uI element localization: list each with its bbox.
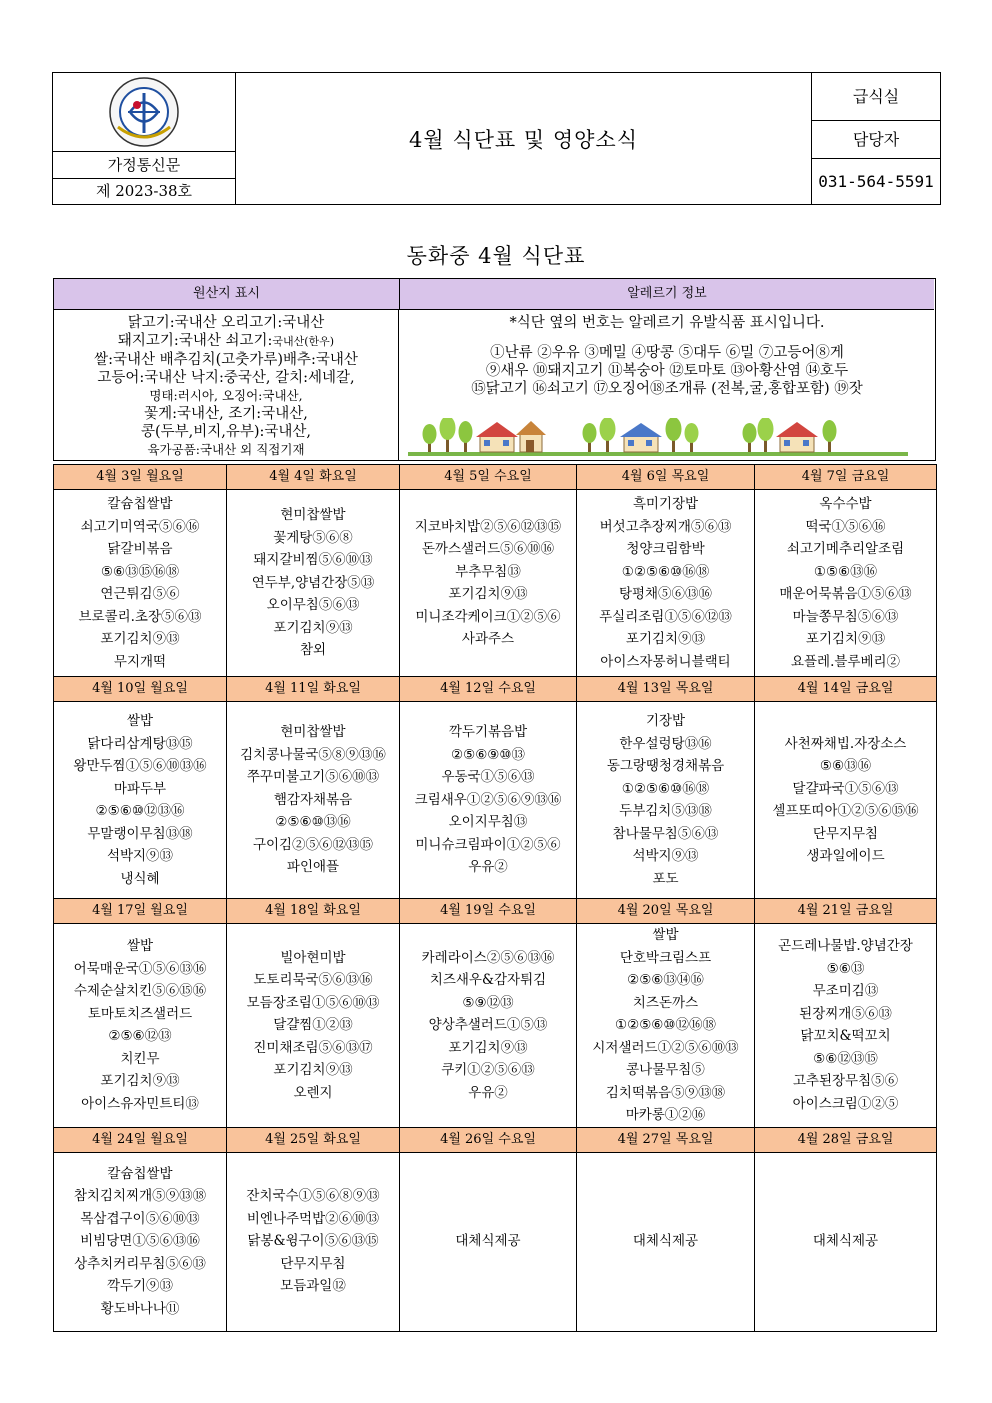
day-header: 4월 12일 수요일 bbox=[400, 677, 577, 702]
menu-item: 참외 bbox=[299, 642, 327, 659]
menu-item: 탕평채⑤⑥⑬⑯ bbox=[618, 586, 713, 602]
menu-cell bbox=[227, 924, 400, 1128]
menu-item: 미니조각케이크①②⑤⑥ bbox=[415, 608, 561, 625]
menu-item: 비빔당면①⑤⑥⑬⑯ bbox=[80, 1233, 200, 1250]
department: 급식실 bbox=[812, 73, 940, 121]
menu-item: 깍두기볶음밥 bbox=[448, 724, 528, 741]
school-logo-icon bbox=[104, 75, 184, 149]
menu-item: ⑤⑥⑬⑮⑯⑱ bbox=[100, 563, 180, 580]
menu-item: 현미찹쌀밥 bbox=[280, 507, 346, 524]
menu-item: 달걀파국①⑤⑥⑬ bbox=[792, 780, 899, 797]
origin-list bbox=[54, 310, 399, 460]
village-illustration bbox=[408, 418, 908, 458]
menu-item: ①②⑤⑥⑩⑫⑯⑱ bbox=[614, 1017, 716, 1033]
allergy-line: ⑨새우 ⑩돼지고기 ⑪복숭아 ⑫토마토 ⑬아황산염 ⑭호두 bbox=[485, 363, 849, 379]
menu-item: 청양크림함박 bbox=[626, 541, 705, 557]
menu-item: ②⑤⑥⑬⑭⑯ bbox=[627, 972, 704, 988]
menu-item: 닭꼬치&떡꼬치 bbox=[800, 1028, 891, 1045]
menu-item: 양상추샐러드①⑤⑬ bbox=[428, 1017, 548, 1033]
menu-item: 수제순살치킨⑤⑥⑮⑯ bbox=[73, 983, 207, 1000]
tree-icon bbox=[600, 418, 616, 452]
menu-cell bbox=[755, 702, 937, 899]
day-header: 4월 21일 금요일 bbox=[755, 899, 937, 924]
menu-item: ⑤⑥⑬ bbox=[826, 960, 865, 977]
menu-row bbox=[54, 924, 937, 1128]
info-block bbox=[53, 278, 936, 461]
menu-item: 빌아현미밥 bbox=[280, 949, 346, 966]
origin-line: 육가공품:국내산 외 직접기재 bbox=[147, 442, 305, 457]
allergy-note: *식단 옆의 번호는 알레르기 유발식품 표시입니다. bbox=[509, 315, 825, 331]
origin-line-text: 돼지고기:국내산 쇠고기: bbox=[117, 333, 273, 349]
origin-line: 쌀:국내산 배추김치(고춧가루)배추:국내산 bbox=[94, 352, 358, 368]
menu-item: 포기김치⑨⑬ bbox=[273, 1062, 353, 1078]
menu-item: 쇠고기메추리알조림 bbox=[786, 541, 905, 557]
menu-item: 쌀밥 bbox=[126, 713, 154, 729]
page-title: 4월 식단표 및 영양소식 bbox=[236, 73, 812, 204]
menu-item: 닭갈비볶음 bbox=[107, 541, 173, 557]
tree-icon bbox=[583, 423, 597, 452]
menu-item: ②⑤⑥⑫⑬ bbox=[108, 1028, 172, 1045]
menu-item: 참나물무침⑤⑥⑬ bbox=[612, 825, 719, 842]
menu-item: 흑미기장밥 bbox=[632, 496, 699, 512]
menu-item: 포기김치⑨⑬ bbox=[805, 631, 886, 647]
menu-item: ②⑤⑥⑨⑩⑬ bbox=[450, 746, 525, 763]
menu-item: 무지개떡 bbox=[113, 653, 167, 670]
menu-item: 브로콜리.초장⑤⑥⑬ bbox=[78, 608, 202, 625]
phone-number: 031-564-5591 bbox=[818, 172, 934, 191]
menu-item: 깍두기⑨⑬ bbox=[106, 1278, 174, 1295]
origin-line: 닭고기:국내산 오리고기:국내산 bbox=[127, 315, 325, 331]
menu-item: 대체식제공 bbox=[632, 1233, 699, 1250]
menu-item: 사천짜채빕.자장소스 bbox=[784, 735, 907, 752]
menu-item: 떡국①⑤⑥⑯ bbox=[805, 518, 886, 535]
menu-item: 오렌지 bbox=[293, 1084, 333, 1101]
menu-item: 포기김치⑨⑬ bbox=[100, 631, 180, 647]
menu-cell bbox=[227, 702, 400, 899]
day-header: 4월 5일 수요일 bbox=[400, 465, 577, 490]
menu-item: 토마토치즈샐러드 bbox=[87, 1005, 193, 1022]
menu-item: 현미찹쌀밥 bbox=[280, 724, 346, 741]
menu-cell bbox=[577, 924, 755, 1128]
menu-item: 냉식혜 bbox=[120, 870, 160, 887]
menu-item: 된장찌개⑤⑥⑬ bbox=[799, 1005, 892, 1022]
menu-cell bbox=[400, 924, 577, 1128]
tree-icon bbox=[440, 418, 456, 452]
tree-icon bbox=[743, 423, 757, 452]
menu-row bbox=[54, 1152, 937, 1331]
menu-cell bbox=[227, 490, 400, 677]
day-header: 4월 3일 월요일 bbox=[54, 465, 227, 490]
origin-line: 고등어:국내산 낙지:중국산, 갈치:세네갈, bbox=[97, 370, 355, 386]
menu-item: 목삼겹구이⑤⑥⑩⑬ bbox=[80, 1210, 200, 1227]
menu-item: ①②⑤⑥⑩⑯⑱ bbox=[621, 563, 710, 580]
allergy-line: ⑮닭고기 ⑯쇠고기 ⑰오징어⑱조개류 (전복,굴,홍합포함) ⑲잣 bbox=[471, 381, 863, 397]
menu-item: 미니슈크림파이①②⑤⑥ bbox=[415, 836, 561, 853]
menu-item: 구이김②⑤⑥⑫⑬⑮ bbox=[252, 836, 374, 853]
menu-item: ①⑤⑥⑬⑯ bbox=[813, 563, 878, 580]
newsletter-header bbox=[52, 72, 941, 205]
menu-item: 칼슘칩쌀밥 bbox=[107, 1165, 173, 1182]
menu-item: 치킨무 bbox=[120, 1050, 160, 1067]
day-header: 4월 25일 화요일 bbox=[227, 1127, 400, 1152]
house-icon bbox=[516, 421, 546, 452]
day-header: 4월 28일 금요일 bbox=[755, 1127, 937, 1152]
menu-item: 김치떡볶음⑤⑨⑬⑱ bbox=[605, 1084, 726, 1101]
menu-item: 돼지갈비찜⑤⑥⑩⑬ bbox=[253, 552, 373, 569]
menu-row bbox=[54, 490, 937, 677]
origin-heading: 원산지 표시 bbox=[54, 279, 400, 310]
menu-item: 마카롱①②⑯ bbox=[625, 1107, 706, 1123]
day-header: 4월 24일 월요일 bbox=[54, 1127, 227, 1152]
menu-item: 모듬장조림①⑤⑥⑩⑬ bbox=[246, 994, 380, 1011]
tree-icon bbox=[459, 421, 473, 452]
menu-item: 지코바치밥②⑤⑥⑫⑬⑮ bbox=[414, 518, 562, 535]
menu-item: 곤드레나물밥.양념간장 bbox=[778, 938, 913, 955]
newsletter-label: 가정통신문 bbox=[53, 152, 235, 179]
menu-item: 옥수수밥 bbox=[819, 496, 872, 512]
menu-item: 포기김치⑨⑬ bbox=[625, 631, 706, 647]
menu-item: 달걀찜①②⑬ bbox=[273, 1017, 353, 1033]
menu-item: 치즈돈까스 bbox=[632, 994, 699, 1011]
menu-item: 치즈새우&감자튀김 bbox=[429, 972, 547, 988]
menu-item: 오이지무침⑬ bbox=[448, 814, 528, 831]
menu-item: 고추된장무침⑤⑥ bbox=[792, 1073, 899, 1090]
menu-cell bbox=[400, 702, 577, 899]
day-header: 4월 26일 수요일 bbox=[400, 1127, 577, 1152]
menu-item: 포기김치⑨⑬ bbox=[273, 619, 353, 636]
menu-item: 생과일에이드 bbox=[806, 848, 885, 864]
day-header: 4월 13일 목요일 bbox=[577, 677, 755, 702]
menu-item: 연근튀김⑤⑥ bbox=[100, 586, 180, 602]
menu-row bbox=[54, 702, 937, 899]
menu-item: 쿠키①②⑤⑥⑬ bbox=[441, 1062, 535, 1078]
menu-item: 마늘쫑무침⑤⑥⑬ bbox=[792, 608, 899, 625]
menu-item: 김치콩나물국⑤⑧⑨⑬⑯ bbox=[240, 746, 386, 763]
menu-item: 단무지무침 bbox=[812, 825, 879, 842]
day-header: 4월 17일 월요일 bbox=[54, 899, 227, 924]
origin-line: 명태:러시아, 오징어:국내산, bbox=[149, 388, 303, 403]
origin-line: 꽃게:국내산, 조기:국내산, bbox=[144, 406, 308, 422]
menu-cell bbox=[54, 490, 227, 677]
menu-item: 도토리묵국⑤⑥⑬⑯ bbox=[253, 972, 373, 988]
origin-line bbox=[54, 332, 398, 351]
day-header: 4월 11일 화요일 bbox=[227, 677, 400, 702]
menu-item: ②⑤⑥⑩⑬⑯ bbox=[275, 814, 351, 831]
menu-item: 무말랭이무침⑬⑱ bbox=[87, 825, 193, 842]
house-icon bbox=[476, 422, 518, 452]
menu-item: 한우설렁탕⑬⑯ bbox=[619, 735, 712, 752]
menu-item: 석박지⑨⑬ bbox=[632, 848, 699, 864]
menu-item: 아이스크림①②⑤ bbox=[792, 1095, 899, 1112]
menu-item: 아이스자몽허니블랙티 bbox=[600, 653, 731, 670]
menu-item: 대체식제공 bbox=[455, 1233, 521, 1250]
menu-item: 어묵매운국①⑤⑥⑬⑯ bbox=[73, 960, 207, 977]
tree-icon bbox=[666, 418, 682, 452]
menu-item: 버섯고추장찌개⑤⑥⑬ bbox=[599, 518, 732, 535]
menu-item: ①②⑤⑥⑩⑯⑱ bbox=[621, 780, 710, 797]
day-header-row bbox=[54, 899, 937, 924]
menu-item: 마파두부 bbox=[113, 780, 167, 797]
menu-item: 우동국①⑤⑥⑬ bbox=[441, 769, 535, 786]
logo-cell bbox=[53, 73, 236, 204]
day-header: 4월 27일 목요일 bbox=[577, 1127, 755, 1152]
menu-cell bbox=[400, 1152, 577, 1331]
menu-cell bbox=[577, 490, 755, 677]
logo-box bbox=[53, 73, 235, 152]
menu-item: 꽃게탕⑤⑥⑧ bbox=[273, 529, 353, 546]
menu-item: 포기김치⑨⑬ bbox=[448, 586, 528, 602]
day-header-row bbox=[54, 465, 937, 490]
menu-item: 상추치커리무침⑤⑥⑬ bbox=[74, 1255, 206, 1272]
menu-item: 요플레.블루베리② bbox=[790, 653, 901, 670]
menu-item: 햄감자채볶음 bbox=[273, 791, 353, 808]
menu-cell bbox=[755, 1152, 937, 1331]
house-icon bbox=[620, 423, 662, 452]
menu-cell bbox=[577, 702, 755, 899]
menu-item: 파인애플 bbox=[286, 859, 340, 876]
tree-icon bbox=[823, 420, 837, 452]
menu-item: 단무지무침 bbox=[280, 1255, 346, 1272]
menu-item: 두부김치⑤⑬⑱ bbox=[619, 803, 712, 819]
menu-title: 동화중 4월 식단표 bbox=[406, 244, 586, 268]
menu-item: 쭈꾸미불고기⑤⑥⑩⑬ bbox=[246, 769, 380, 786]
menu-item: 쌀밥 bbox=[126, 938, 154, 955]
day-header: 4월 19일 수요일 bbox=[400, 899, 577, 924]
menu-item: 잔치국수①⑤⑥⑧⑨⑬ bbox=[246, 1188, 380, 1205]
menu-item: 대체식제공 bbox=[812, 1233, 879, 1250]
menu-item: 셀프또띠아①②⑤⑥⑮⑯ bbox=[772, 803, 919, 819]
menu-item: 콩나물무침⑤ bbox=[626, 1062, 705, 1078]
menu-item: 매운어묵볶음①⑤⑥⑬ bbox=[779, 586, 912, 602]
menu-item: 무조미김⑬ bbox=[812, 983, 879, 1000]
day-header-row bbox=[54, 677, 937, 702]
menu-item: 쇠고기미역국⑤⑥⑯ bbox=[80, 518, 200, 535]
contact-cell bbox=[812, 73, 940, 204]
house-icon bbox=[776, 422, 818, 452]
day-header: 4월 14일 금요일 bbox=[755, 677, 937, 702]
tree-icon bbox=[758, 418, 774, 452]
origin-line: 콩(두부,비지,유부):국내산, bbox=[140, 424, 312, 440]
menu-cell bbox=[577, 1152, 755, 1331]
menu-item: 우유② bbox=[468, 859, 508, 876]
menu-item: 사과주스 bbox=[461, 631, 515, 647]
menu-item: 부추무침⑬ bbox=[455, 563, 521, 580]
menu-item: 기장밥 bbox=[645, 713, 686, 729]
menu-cell bbox=[227, 1152, 400, 1331]
menu-item: 황도바나나⑪ bbox=[100, 1300, 180, 1317]
day-header-row bbox=[54, 1127, 937, 1152]
menu-item: 포기김치⑨⑬ bbox=[100, 1073, 180, 1090]
menu-item: 석박지⑨⑬ bbox=[106, 848, 174, 864]
menu-item: 왕만두찜①⑤⑥⑩⑬⑯ bbox=[73, 758, 207, 774]
menu-item: 우유② bbox=[468, 1084, 508, 1101]
menu-item: 칼슘칩쌀밥 bbox=[107, 496, 173, 512]
menu-item: 크림새우①②⑤⑥⑨⑬⑯ bbox=[414, 791, 562, 808]
menu-item: ⑤⑨⑫⑬ bbox=[462, 994, 514, 1011]
menu-item: 닭봉&윙구이⑤⑥⑬⑮ bbox=[247, 1233, 379, 1250]
allergy-heading: 알레르기 정보 bbox=[400, 279, 934, 310]
day-header: 4월 20일 목요일 bbox=[577, 899, 755, 924]
meal-calendar bbox=[53, 464, 937, 1332]
menu-item: 시저샐러드①②⑤⑥⑩⑬ bbox=[592, 1039, 739, 1056]
menu-item: 아이스유자민트티⑬ bbox=[81, 1095, 199, 1112]
menu-item: 닭다리삼계탕⑬⑮ bbox=[87, 735, 193, 752]
menu-item: 포도 bbox=[652, 870, 679, 887]
tree-icon bbox=[423, 424, 437, 452]
day-header: 4월 10일 월요일 bbox=[54, 677, 227, 702]
menu-item: 카레라이스②⑤⑥⑬⑯ bbox=[421, 949, 555, 966]
origin-beef-note: 국내산(한우) bbox=[272, 335, 335, 348]
menu-cell bbox=[54, 702, 227, 899]
menu-item: ⑤⑥⑬⑯ bbox=[819, 758, 872, 774]
allergy-info bbox=[400, 310, 934, 460]
menu-item: ②⑤⑥⑩⑫⑬⑯ bbox=[95, 803, 185, 819]
day-header: 4월 4일 화요일 bbox=[227, 465, 400, 490]
menu-item: ⑤⑥⑫⑬⑮ bbox=[813, 1050, 878, 1067]
menu-item: 오이무침⑤⑥⑬ bbox=[266, 597, 360, 614]
contact-label: 담당자 bbox=[812, 121, 940, 159]
menu-item: 푸실리조림①⑤⑥⑫⑬ bbox=[599, 608, 732, 625]
allergy-list bbox=[400, 344, 934, 398]
day-header: 4월 7일 금요일 bbox=[755, 465, 937, 490]
menu-item: 쌀밥 bbox=[652, 927, 679, 943]
menu-item: 연두부,양념간장⑤⑬ bbox=[251, 574, 375, 591]
menu-cell bbox=[54, 1152, 227, 1331]
menu-item: 포기김치⑨⑬ bbox=[448, 1039, 528, 1056]
day-header: 4월 18일 화요일 bbox=[227, 899, 400, 924]
menu-cell bbox=[54, 924, 227, 1128]
menu-item: 비엔나주먹밥②⑥⑩⑬ bbox=[246, 1210, 380, 1227]
allergy-line: ①난류 ②우유 ③메밀 ④땅콩 ⑤대두 ⑥밀 ⑦고등어⑧게 bbox=[490, 345, 844, 361]
tree-icon bbox=[685, 423, 699, 452]
menu-item: 모듬과일⑫ bbox=[280, 1278, 346, 1295]
menu-item: 참치김치찌개⑤⑨⑬⑱ bbox=[73, 1188, 207, 1205]
menu-item: 단호박크림스프 bbox=[619, 949, 712, 966]
menu-cell bbox=[755, 490, 937, 677]
issue-number: 제 2023-38호 bbox=[95, 182, 193, 200]
menu-item: 진미채조림⑤⑥⑬⑰ bbox=[253, 1039, 373, 1056]
menu-cell bbox=[755, 924, 937, 1128]
menu-item: 동그랑땡청경채볶음 bbox=[606, 758, 725, 774]
menu-item: 돈까스샐러드⑤⑥⑩⑯ bbox=[421, 541, 555, 557]
menu-cell bbox=[400, 490, 577, 677]
day-header: 4월 6일 목요일 bbox=[577, 465, 755, 490]
